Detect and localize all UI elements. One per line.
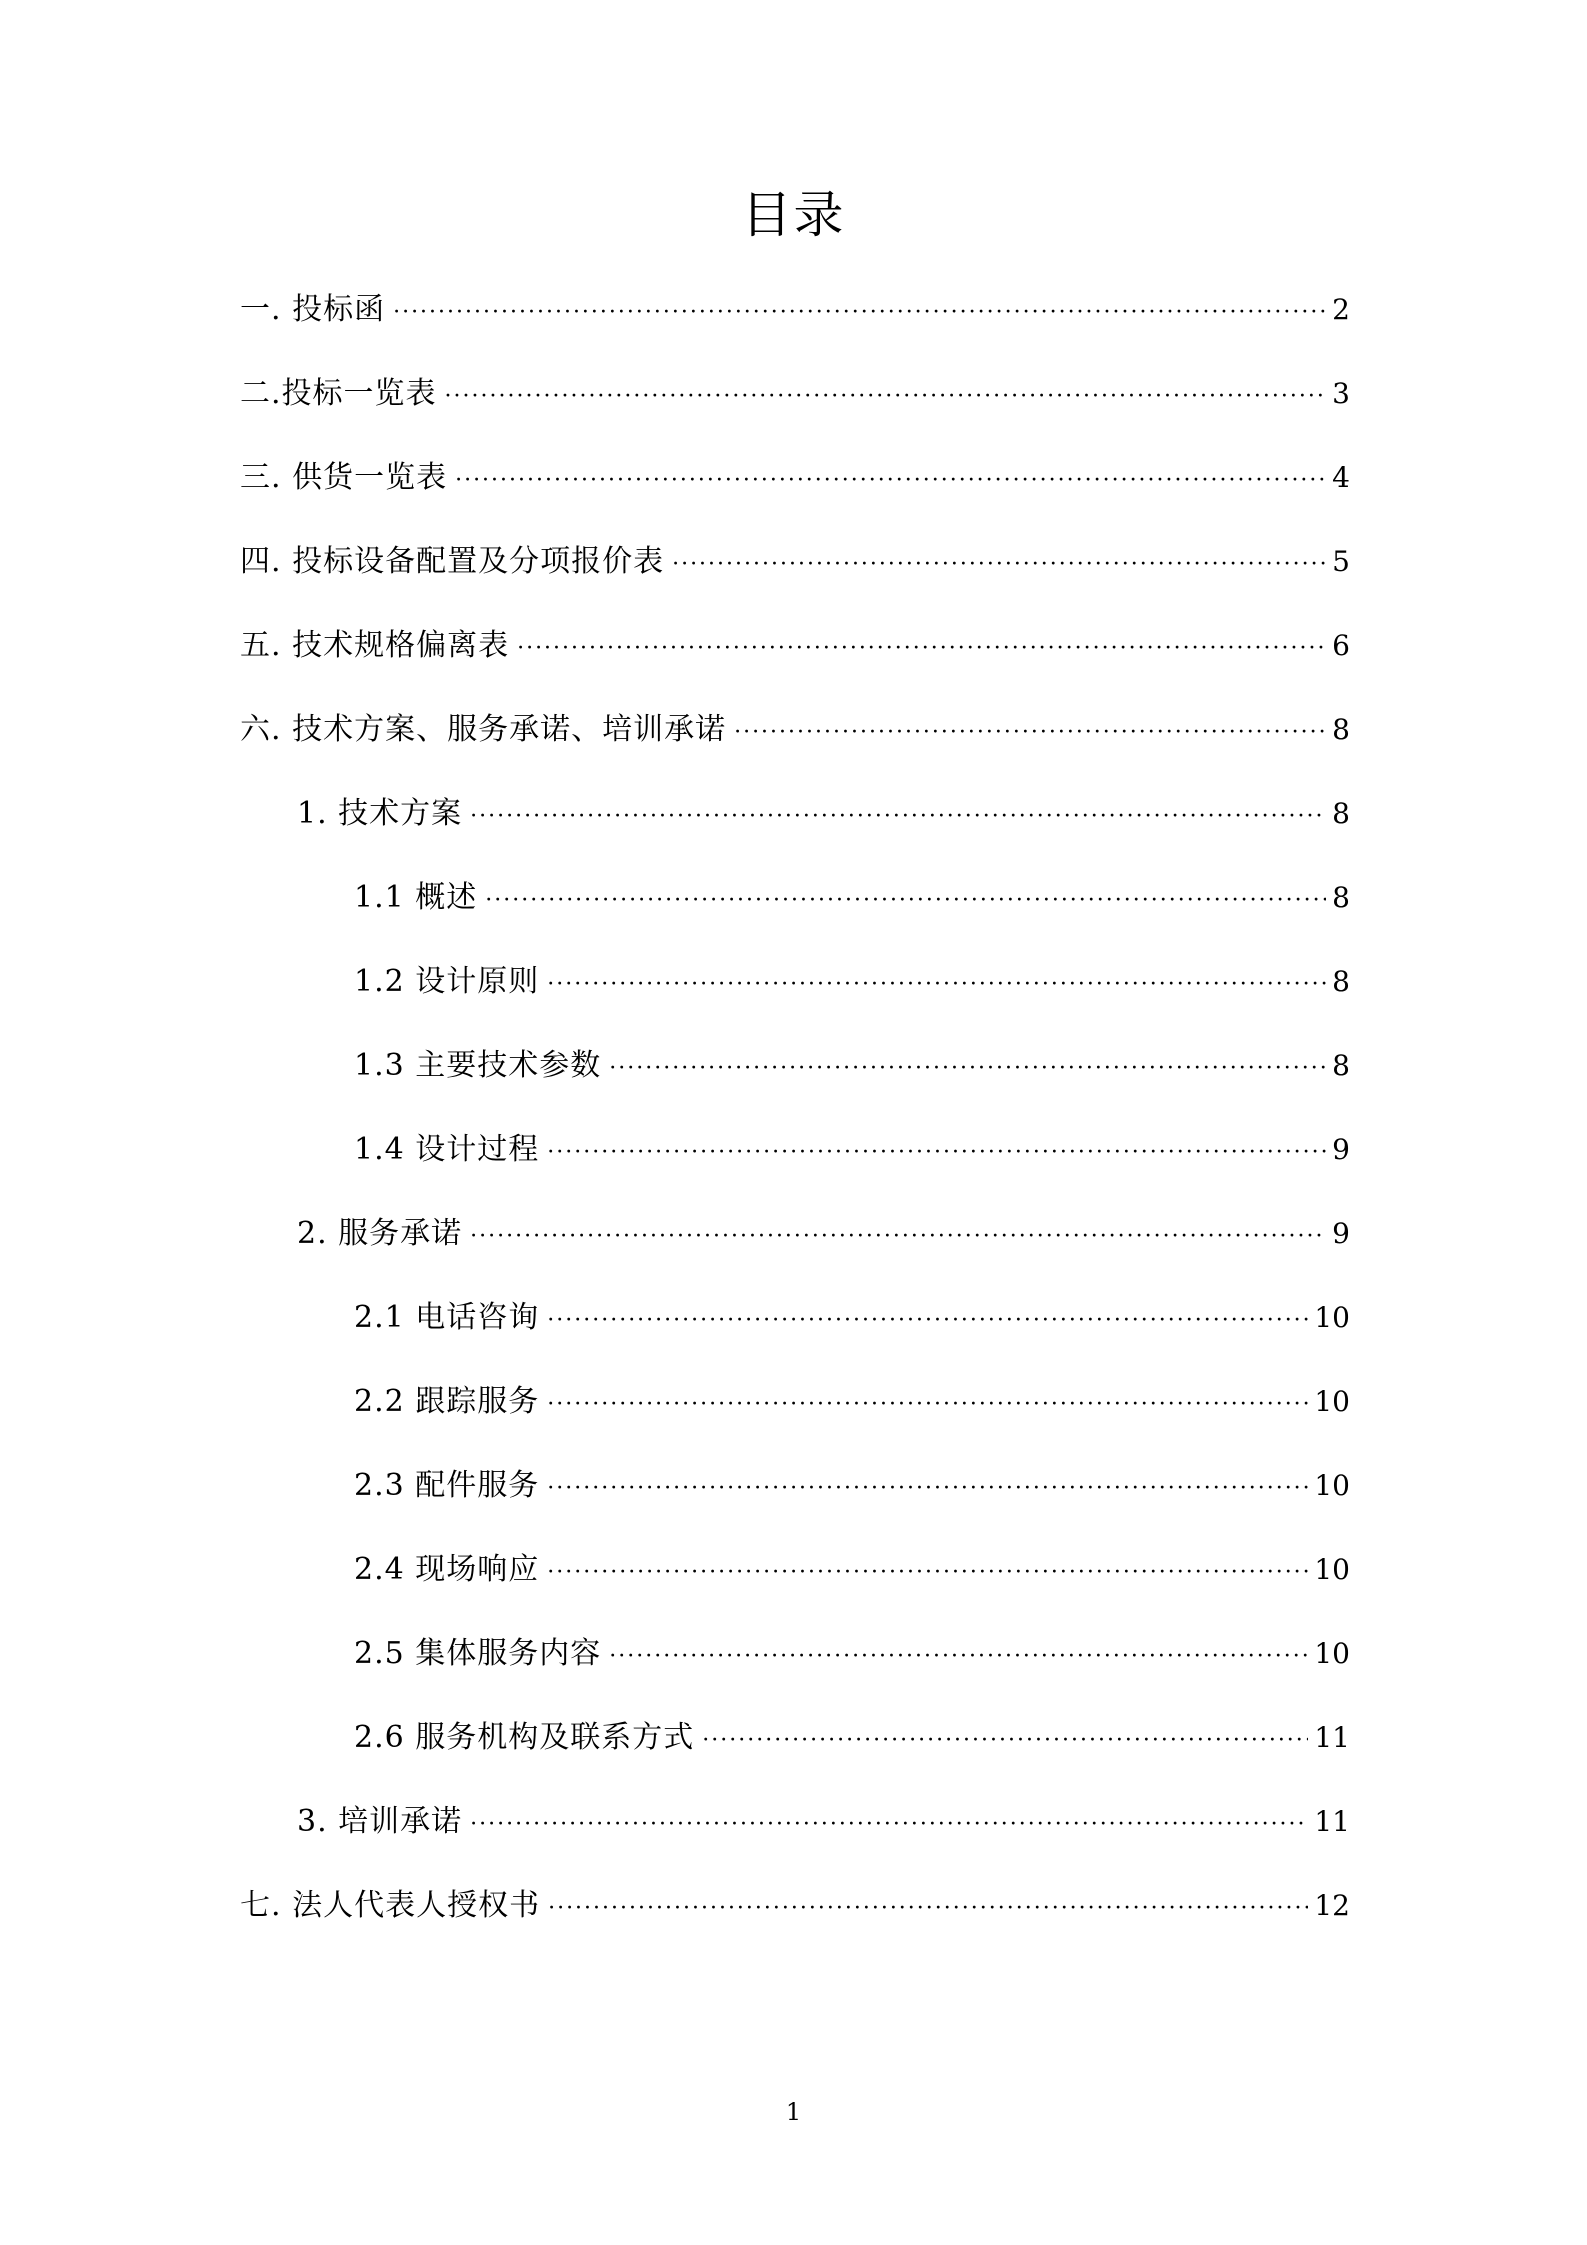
toc-entry-text: 四. 投标设备配置及分项报价表 [240,544,665,579]
toc-entry-text: 三. 供货一览表 [240,460,448,495]
toc-entry[interactable] [240,1034,1350,1118]
toc-entry-page: 8 [1332,881,1350,914]
toc-entry[interactable] [240,1286,1350,1370]
toc-entry[interactable] [240,698,1350,782]
dot-leader [702,1709,1308,1773]
dot-leader [455,449,1326,513]
page-number: 1 [785,2098,802,2126]
toc-entry-text: 1.3 主要技术参数 [354,1048,602,1083]
dot-leader [393,281,1326,345]
toc-entry-page: 3 [1332,377,1350,410]
toc-entry[interactable] [240,614,1350,698]
toc-entry-page: 5 [1332,545,1350,578]
table-of-contents [240,278,1350,1958]
dot-leader [547,953,1326,1017]
toc-entry-text: 一. 投标函 [240,292,386,327]
dot-leader [609,1037,1326,1101]
dot-leader [517,617,1326,681]
toc-entry[interactable] [240,950,1350,1034]
dot-leader [547,1121,1326,1185]
toc-entry-page: 10 [1314,1385,1350,1418]
toc-entry-page: 4 [1332,461,1350,494]
toc-entry-text: 七. 法人代表人授权书 [240,1888,541,1923]
toc-entry[interactable] [240,1202,1350,1286]
dot-leader [547,1373,1308,1437]
toc-entry[interactable] [240,446,1350,530]
dot-leader [547,1457,1308,1521]
toc-entry-page: 6 [1332,629,1350,662]
dot-leader [672,533,1326,597]
toc-entry-page: 10 [1314,1469,1350,1502]
toc-entry-page: 8 [1332,713,1350,746]
toc-entry-page: 8 [1332,965,1350,998]
dot-leader [470,1205,1326,1269]
toc-entry-text: 二.投标一览表 [240,376,437,411]
toc-entry-page: 12 [1314,1889,1350,1922]
toc-entry-page: 10 [1314,1301,1350,1334]
toc-entry[interactable] [240,1706,1350,1790]
toc-entry-text: 六. 技术方案、服务承诺、培训承诺 [240,712,727,747]
toc-entry[interactable] [240,1790,1350,1874]
dot-leader [470,785,1326,849]
toc-entry-page: 10 [1314,1637,1350,1670]
toc-entry-page: 8 [1332,797,1350,830]
toc-entry[interactable] [240,866,1350,950]
page-title: 目录 [741,186,846,244]
toc-entry[interactable] [240,530,1350,614]
toc-entry[interactable] [240,1118,1350,1202]
toc-entry-text: 2.3 配件服务 [354,1468,540,1503]
toc-entry-text: 2. 服务承诺 [297,1216,463,1251]
toc-entry-page: 11 [1314,1721,1350,1754]
toc-entry-text: 2.2 跟踪服务 [354,1384,540,1419]
toc-entry-page: 8 [1332,1049,1350,1082]
toc-entry[interactable] [240,1874,1350,1958]
toc-entry[interactable] [240,278,1350,362]
toc-entry-text: 2.5 集体服务内容 [354,1636,602,1671]
toc-entry-text: 2.4 现场响应 [354,1552,540,1587]
toc-entry-text: 1.4 设计过程 [354,1132,540,1167]
toc-entry-text: 2.6 服务机构及联系方式 [354,1720,695,1755]
toc-entry-page: 10 [1314,1553,1350,1586]
toc-entry[interactable] [240,1370,1350,1454]
toc-entry-text: 五. 技术规格偏离表 [240,628,510,663]
dot-leader [485,869,1326,933]
toc-entry[interactable] [240,362,1350,446]
toc-entry[interactable] [240,1538,1350,1622]
toc-entry-text: 1. 技术方案 [297,796,463,831]
toc-entry-text: 1.1 概述 [354,880,478,915]
toc-entry-text: 1.2 设计原则 [354,964,540,999]
dot-leader [470,1793,1308,1857]
dot-leader [609,1625,1308,1689]
toc-entry[interactable] [240,1622,1350,1706]
toc-entry[interactable] [240,782,1350,866]
toc-entry-text: 2.1 电话咨询 [354,1300,540,1335]
dot-leader [445,365,1327,429]
toc-entry-page: 11 [1314,1805,1350,1838]
toc-entry-page: 2 [1332,293,1350,326]
dot-leader [548,1877,1308,1941]
dot-leader [547,1289,1308,1353]
dot-leader [734,701,1326,765]
toc-entry-text: 3. 培训承诺 [297,1804,463,1839]
toc-entry-page: 9 [1332,1133,1350,1166]
toc-entry-page: 9 [1332,1217,1350,1250]
dot-leader [547,1541,1308,1605]
toc-entry[interactable] [240,1454,1350,1538]
